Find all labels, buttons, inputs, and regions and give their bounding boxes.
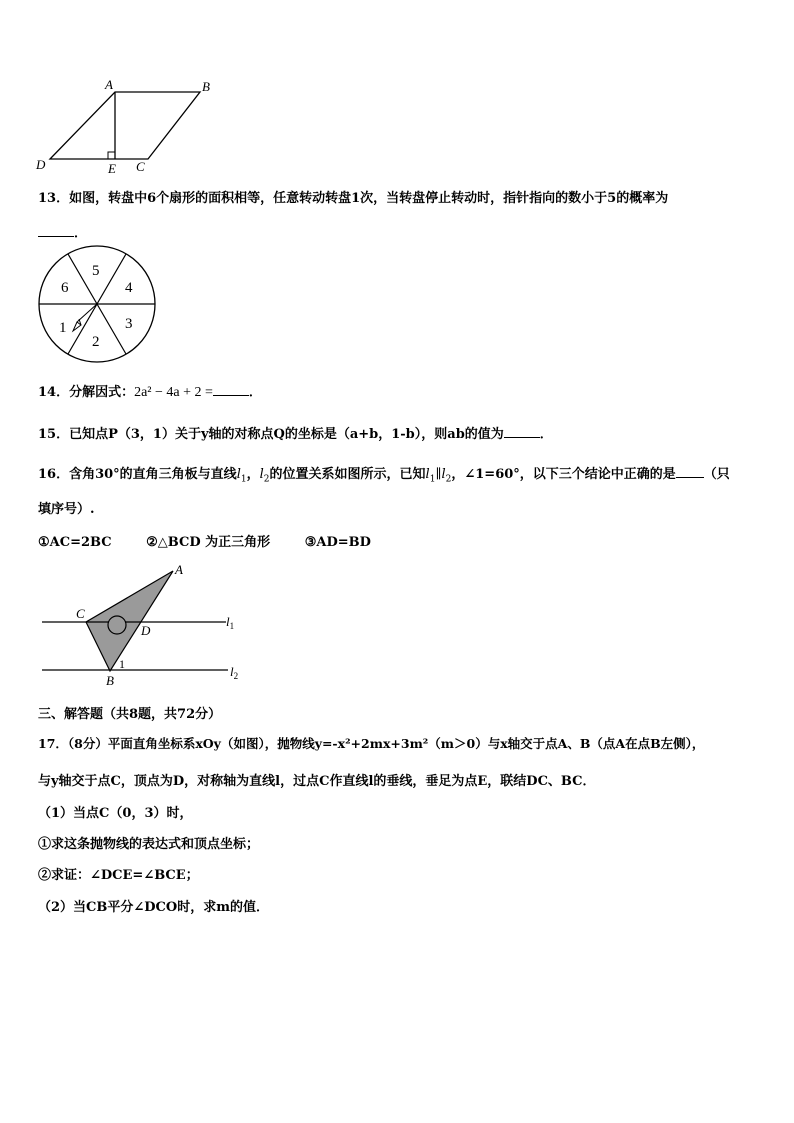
sector-1: 1 [59, 320, 67, 336]
q14-answer-blank[interactable] [213, 383, 249, 396]
label-c: C [136, 159, 145, 174]
q14-expression: 2a² − 4a + 2 = [134, 385, 213, 400]
q17-sub2: ②求证：∠DCE=∠BCE； [38, 868, 199, 883]
triangle-lines-figure [38, 558, 248, 690]
label-a: A [105, 77, 113, 92]
triangle-abc [86, 571, 173, 671]
label-l2: $l_2$ [230, 664, 239, 681]
q16-options [38, 531, 371, 550]
q16-line1: 16．含角30°的直角三角板与直线$l_1$，$l_2$的位置关系如图所示，已知$l_1\parallel l_2$，∠1=60°，以下三个结论中正确的是 （只 [38, 467, 730, 485]
section-3-heading: 三、解答题（共8题，共72分） [38, 707, 222, 722]
right-angle-mark [108, 152, 115, 159]
q15: 15．已知点P（3，1）关于y轴的对称点Q的坐标是（a+b，1-b），则ab的值为 ． [38, 427, 553, 442]
q17-line1: 17．（8分）平面直角坐标系xOy（如图），抛物线y=-x²+2mx+3m²（m＞0）与x轴交于点A、B（点A在点B左侧）， [38, 736, 705, 751]
q15-answer-blank[interactable] [504, 425, 540, 438]
q16-answer-blank[interactable] [676, 465, 704, 478]
spinner-figure [36, 245, 160, 365]
label-b: B [202, 79, 210, 94]
q13-line2: ． [38, 222, 87, 241]
sector-5: 5 [92, 263, 100, 279]
label-d: D [36, 157, 46, 172]
q17-part1: （1）当点C（0，3）时， [38, 806, 193, 821]
pointer-icon [73, 304, 97, 331]
q13-answer-blank[interactable] [38, 224, 74, 237]
q16-line2: 填序号）. [38, 502, 95, 517]
label-l1: $l_1$ [226, 614, 235, 631]
label-d: D [141, 623, 151, 638]
parallelogram-figure [30, 75, 230, 180]
q16-option-1: ①AC=2BC [38, 535, 112, 550]
q17-line2: 与y轴交于点C，顶点为D，对称轴为直线l，过点C作直线l的垂线，垂足为点E，联结DC、BC． [38, 774, 596, 789]
q16-option-2: ②△BCD 为正三角形 [146, 535, 271, 550]
sector-6: 6 [61, 280, 69, 296]
q14: 14．分解因式：2a² − 4a + 2 = ． [38, 385, 262, 400]
set-square-hole [108, 616, 126, 634]
sector-3: 3 [125, 316, 133, 332]
q17-part2: （2）当CB平分∠DCO时，求m的值． [38, 900, 269, 915]
label-angle-1: 1 [119, 657, 125, 671]
label-a: A [175, 562, 183, 577]
q13-line1: 13．如图，转盘中6个扇形的面积相等，任意转动转盘1次，当转盘停止转动时，指针指向的数小于5的概率为 [38, 191, 669, 206]
sector-4: 4 [125, 280, 133, 296]
q17-sub1: ①求这条抛物线的表达式和顶点坐标； [38, 837, 260, 852]
label-c: C [76, 606, 85, 621]
label-e: E [108, 161, 116, 176]
parallelogram-abcd [50, 92, 200, 159]
q16-option-3: ③AD=BD [304, 535, 371, 550]
sector-2: 2 [92, 334, 100, 350]
label-b: B [106, 673, 114, 688]
